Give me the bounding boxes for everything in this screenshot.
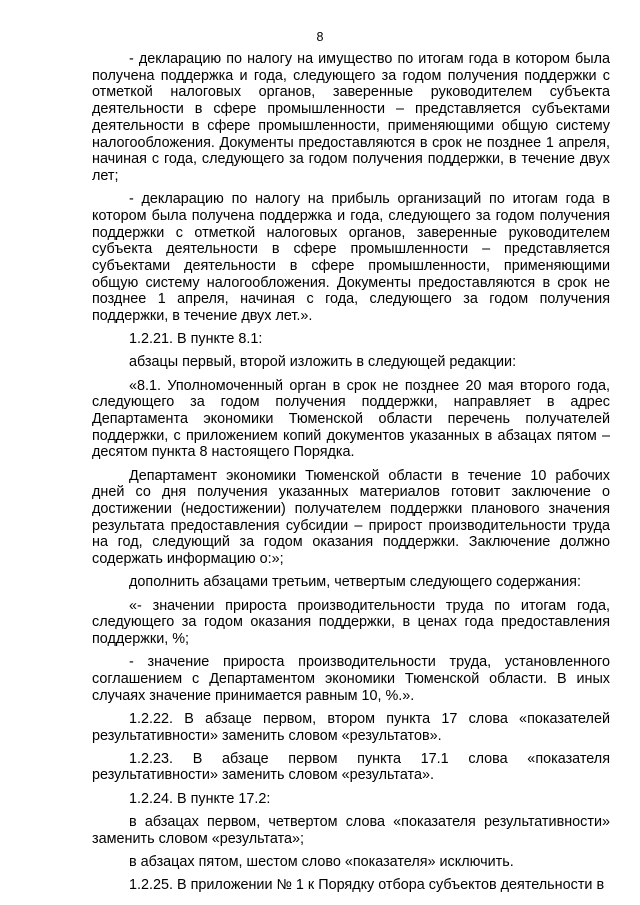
- paragraph-fifth-sixth-exclude: в абзацах пятом, шестом слово «показателя» исключить.: [129, 853, 514, 870]
- document-body: [92, 51, 610, 900]
- paragraph-8-1: «8.1. Уполномоченный орган в срок не позднее 20 мая второго года, следующего за годом получения поддержки, направляет в адрес Департамента экономики Тюменской области перечень получателей поддержки, с приложением копий документов указанных в абзацах пятом – десятом пункта 8 настоящего Порядка.: [92, 377, 610, 461]
- paragraph-1-2-24: 1.2.24. В пункте 17.2:: [129, 790, 271, 807]
- paragraph-first-fourth-words: в абзацах первом, четвертом слова «показателя результативности» заменить словом «результата»;: [92, 813, 610, 847]
- paragraph-1-2-23: 1.2.23. В абзаце первом пункта 17.1 слова «показателя результативности» заменить словом «результата».: [92, 750, 610, 784]
- paragraph-1-2-25: 1.2.25. В приложении № 1 к Порядку отбора субъектов деятельности в: [129, 876, 605, 893]
- paragraph-new-wording: абзацы первый, второй изложить в следующей редакции:: [129, 354, 517, 371]
- paragraph-1-2-21: 1.2.21. В пункте 8.1:: [129, 331, 263, 348]
- paragraph-productivity-growth-value: «- значении прироста производительности труда по итогам года, следующего за годом оказания поддержки, в ценах года предоставления поддержки, %;: [92, 597, 610, 647]
- paragraph-add-subparagraphs: дополнить абзацами третьим, четвертым следующего содержания:: [129, 574, 581, 591]
- paragraph-property-tax-declaration: - декларацию по налогу на имущество по итогам года в котором была получена поддержка и года, следующего за годом получения поддержки с отметкой налоговых органов, заверенные руководителем субъекта деятельности в сфере промышленности – представляется субъектами деятельности в сфере промышленности, применяющими общую систему налогообложения. Документы предоставляются в срок не позднее 1 апреля, начиная с года, следующего за годом получения поддержки, в течение двух лет;: [92, 51, 610, 184]
- paragraph-economics-department: Департамент экономики Тюменской области в течение 10 рабочих дней со дня получения указанных материалов готовит заключение о достижении (недостижении) получателем поддержки планового значения результата предоставления субсидии – прирост производительности труда на год, следующий за годом оказания поддержки. Заключение должно содержать информацию о:»;: [92, 467, 610, 568]
- paragraph-agreement-value: - значение прироста производительности труда, установленного соглашением с Департаментом экономики Тюменской области. В иных случаях значение принимается равным 10, %.».: [92, 654, 610, 704]
- paragraph-1-2-22: 1.2.22. В абзаце первом, втором пункта 17 слова «показателей результативности» заменить словом «результатов».: [92, 710, 610, 744]
- page-number: 8: [316, 30, 324, 44]
- paragraph-profit-tax-declaration: - декларацию по налогу на прибыль организаций по итогам года в котором была получена поддержка и года, следующего за годом получения поддержки с отметкой налоговых органов, заверенные руководителем субъекта деятельности в сфере промышленности – представляется субъектами деятельности в сфере промышленности, применяющими общую систему налогообложения. Документы предоставляются в срок не позднее 1 апреля, начиная с года, следующего за годом получения поддержки, в течение двух лет.».: [92, 191, 610, 325]
